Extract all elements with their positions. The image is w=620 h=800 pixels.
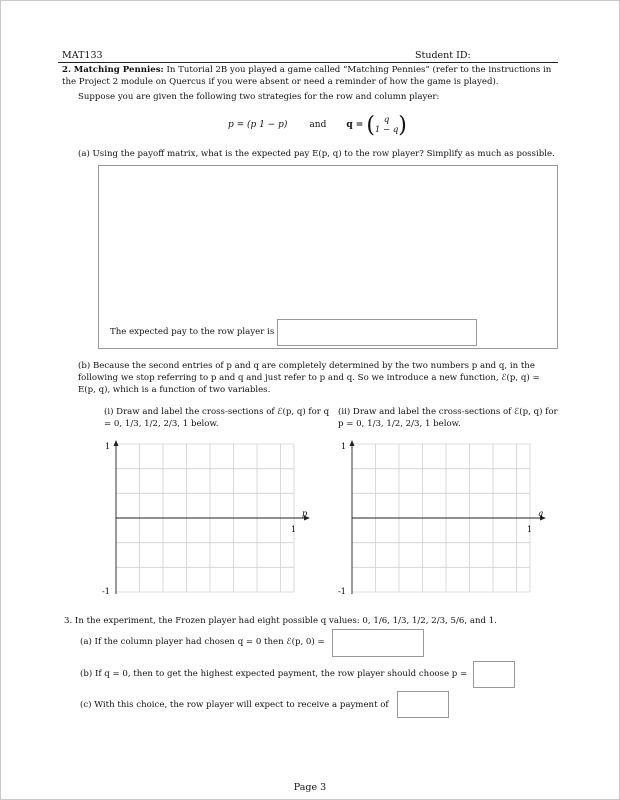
and-word: and <box>309 120 327 130</box>
graph-right-x-label: q <box>538 509 544 518</box>
graph-right-y-bottom: -1 <box>338 587 346 596</box>
q2-part-b-i: (i) Draw and label the cross-sections of ℰ(p, q) for q = 0, 1/3, 1/2, 2/3, 1 below. <box>104 407 330 429</box>
q2-intro-paragraph <box>62 64 562 88</box>
q3-intro: 3. In the experiment, the Frozen player had eight possible q values: 0, 1/6, 1/3, 1/2, 2/3, 5/6, and 1. <box>64 616 497 626</box>
header-rule <box>58 62 558 63</box>
q3-part-c: (c) With this choice, the row player will expect to receive a payment of <box>80 700 389 710</box>
graph-right-x-tick: 1 <box>527 525 533 534</box>
course-code: MAT133 <box>62 50 103 61</box>
part-a-answer-box[interactable] <box>277 319 477 346</box>
graph-left-y-top: 1 <box>105 442 111 451</box>
q2-intro: In Tutorial 2B you played a game called “Matching Pennies” (refer to the instructions in the Project 2 module on Quercus if you were absent or need a reminder of how the game is played). <box>62 65 552 87</box>
q3-part-b: (b) If q = 0, then to get the highest expected payment, the row player should choose p = <box>80 669 468 679</box>
q2-part-a: (a) Using the payoff matrix, what is the expected pay E(p, q) to the row player? Simplify as much as possible. <box>78 149 555 159</box>
q3-part-a-answer-box[interactable] <box>332 629 424 657</box>
q2-number: 2. <box>62 65 71 75</box>
q-vector-top: q <box>383 115 390 125</box>
q2-title: Matching Pennies: <box>73 65 164 75</box>
graph-left-x-label: p <box>302 509 308 518</box>
graph-left-y-arrow <box>114 440 119 446</box>
q2-suppose: Suppose you are given the following two strategies for the row and column player: <box>78 92 440 102</box>
q-vector-label: q = <box>346 120 364 130</box>
q-vector-column <box>375 115 398 135</box>
q2-part-b-ii: (ii) Draw and label the cross-sections of ℰ(p, q) for p = 0, 1/3, 1/2, 2/3, 1 below. <box>338 407 558 429</box>
left-paren: ( <box>366 112 375 138</box>
right-paren: ) <box>398 112 407 138</box>
page-number: Page 3 <box>293 782 327 793</box>
part-a-answer-label: The expected pay to the row player is <box>110 327 275 337</box>
q3-part-b-answer-box[interactable] <box>473 661 515 688</box>
p-vector: p = (p 1 − p) <box>228 120 288 130</box>
q3-part-a: (a) If the column player had chosen q = 0 then ℰ(p, 0) = <box>80 637 325 647</box>
strategy-vectors <box>228 110 438 140</box>
graph-right-y-top: 1 <box>341 442 347 451</box>
graph-right-y-arrow <box>350 440 355 446</box>
graph-right[interactable] <box>332 436 552 596</box>
graph-left[interactable] <box>96 436 316 596</box>
student-id-label: Student ID: <box>415 50 471 61</box>
q3-part-c-answer-box[interactable] <box>397 691 449 718</box>
graph-left-y-bottom: -1 <box>102 587 110 596</box>
q-vector-bottom: 1 − q <box>374 125 399 135</box>
q2-part-b: (b) Because the second entries of p and q are completely determined by the two numbers p and q, in the following we stop referring to p and q and just refer to p and q. So we introduce a new function, ℰ(p, q) = E(p, q), which is a function of two variables. <box>78 361 540 395</box>
graph-left-x-tick: 1 <box>291 525 297 534</box>
